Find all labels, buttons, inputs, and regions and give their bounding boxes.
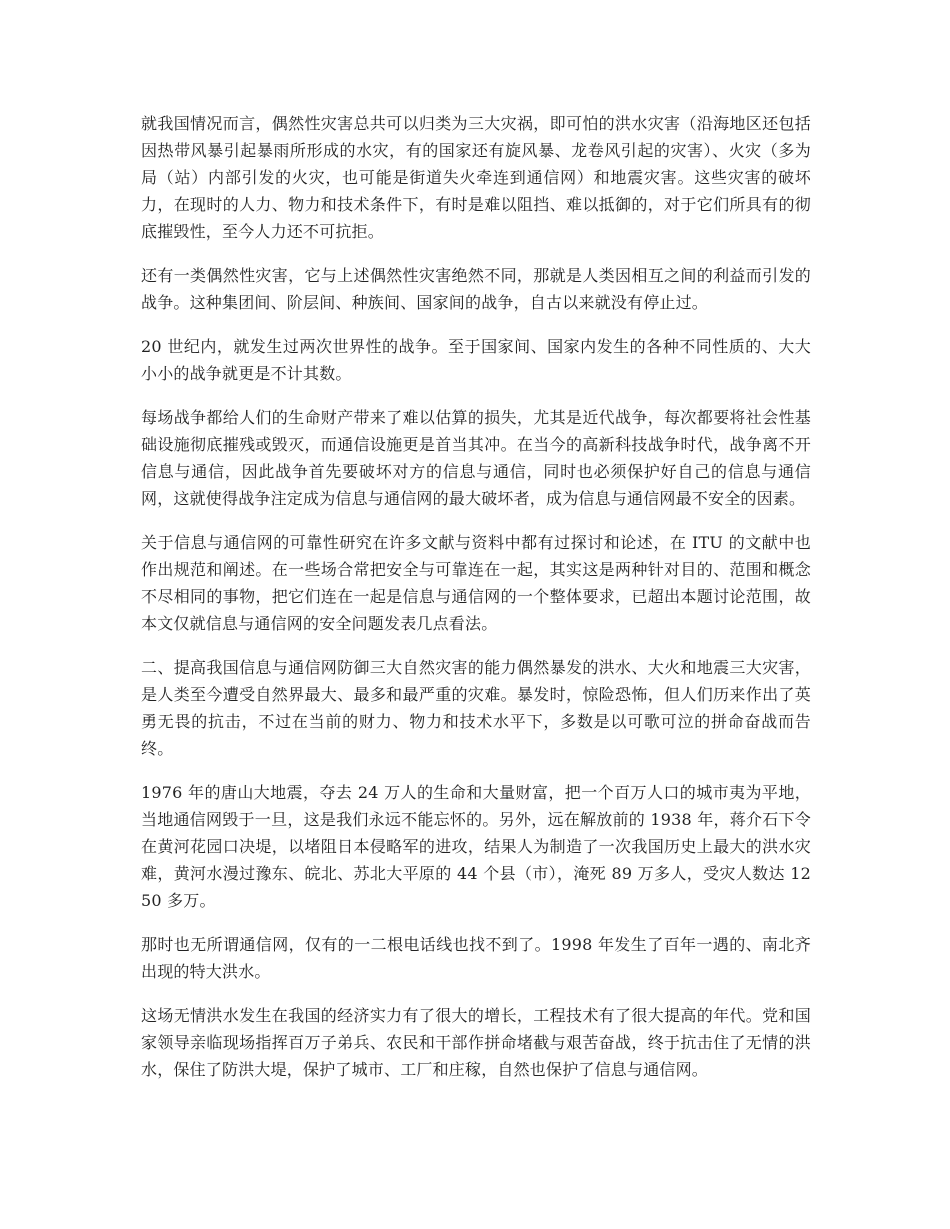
paragraph-8: 那时也无所谓通信网，仅有的一二根电话线也找不到了。1998 年发生了百年一遇的、南北齐出现的特大洪水。 bbox=[141, 935, 811, 981]
paragraph-3: 20 世纪内，就发生过两次世界性的战争。至于国家间、国家内发生的各种不同性质的、大大小小的战争就更是不计其数。 bbox=[141, 337, 811, 383]
paragraph-2: 还有一类偶然性灾害，它与上述偶然性灾害绝然不同，那就是人类因相互之间的利益而引发的战争。这种集团间、阶层间、种族间、国家间的战争，自古以来就没有停止过。 bbox=[141, 266, 811, 312]
paragraph-5: 关于信息与通信网的可靠性研究在许多文献与资料中都有过探讨和论述，在 ITU 的文献中也作出规范和阐述。在一些场合常把安全与可靠连在一起，其实这是两种针对目的、范围和概念不尽相同的事物，把它们连在一起是信息与通信网的一个整体要求，已超出本题讨论范围，故本文仅就信息与通信网的安全问题发表几点看法。 bbox=[141, 533, 811, 633]
paragraph-6: 二、提高我国信息与通信网防御三大自然灾害的能力偶然暴发的洪水、大火和地震三大灾害，是人类至今遭受自然界最大、最多和最严重的灾难。暴发时，惊险恐怖，但人们历来作出了英勇无畏的抗击，不过在当前的财力、物力和技术水平下，多数是以可歌可泣的拼命奋战而告终。 bbox=[141, 658, 811, 758]
paragraph-1: 就我国情况而言，偶然性灾害总共可以归类为三大灾祸，即可怕的洪水灾害（沿海地区还包括因热带风暴引起暴雨所形成的水灾，有的国家还有旋风暴、龙卷风引起的灾害）、火灾（多为局（站）内部引发的火灾，也可能是街道失火牵连到通信网）和地震灾害。这些灾害的破坏力，在现时的人力、物力和技术条件下，有时是难以阻挡、难以抵御的，对于它们所具有的彻底摧毁性，至今人力还不可抗拒。 bbox=[141, 114, 811, 241]
paragraph-7: 1976 年的唐山大地震，夺去 24 万人的生命和大量财富，把一个百万人口的城市夷为平地，当地通信网毁于一旦，这是我们永远不能忘怀的。另外，远在解放前的 1938 年，蒋介石下令在黄河花园口决堤，以堵阻日本侵略军的进攻，结果人为制造了一次我国历史上最大的洪水灾难，黄河水漫过豫东、皖北、苏北大平原的 44 个县（市），淹死 89 万多人，受灾人数达 1250 多万。 bbox=[141, 783, 811, 910]
paragraph-9: 这场无情洪水发生在我国的经济实力有了很大的增长，工程技术有了很大提高的年代。党和国家领导亲临现场指挥百万子弟兵、农民和干部作拼命堵截与艰苦奋战，终于抗击住了无情的洪水，保住了防洪大堤，保护了城市、工厂和庄稼，自然也保护了信息与通信网。 bbox=[141, 1006, 811, 1079]
document-body bbox=[141, 110, 811, 1100]
paragraph-4: 每场战争都给人们的生命财产带来了难以估算的损失，尤其是近代战争，每次都要将社会性基础设施彻底摧残或毁灭，而通信设施更是首当其冲。在当今的高新科技战争时代，战争离不开信息与通信，因此战争首先要破坏对方的信息与通信，同时也必须保护好自己的信息与通信网，这就使得战争注定成为信息与通信网的最大破坏者，成为信息与通信网最不安全的因素。 bbox=[141, 408, 811, 508]
